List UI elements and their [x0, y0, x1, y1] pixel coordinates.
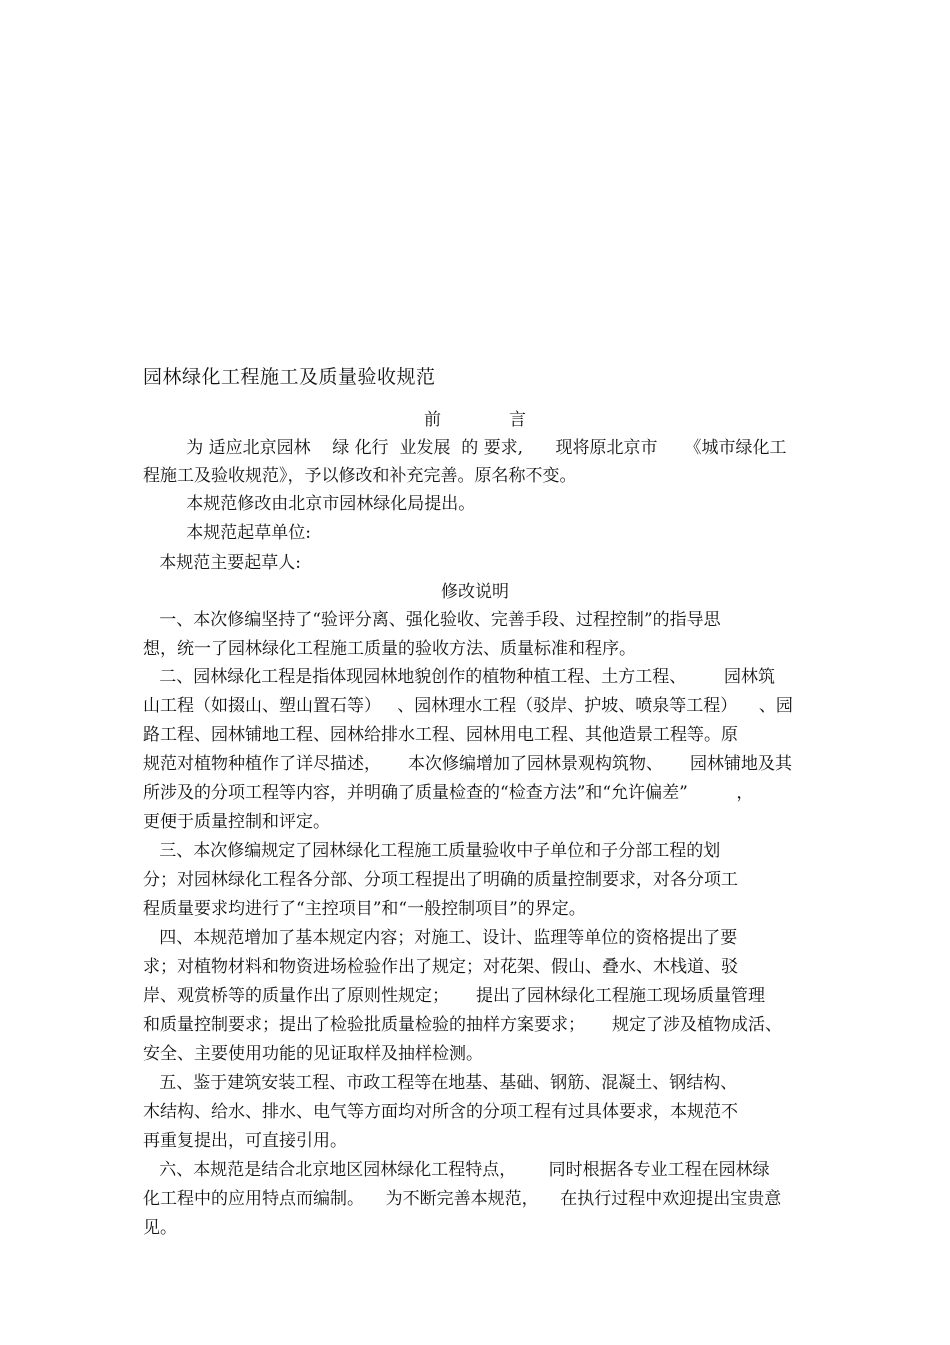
document-title: 园林绿化工程施工及质量验收规范	[143, 366, 436, 388]
revision-line: 木结构、给水、排水、电气等方面均对所含的分项工程有过具体要求，本规范不	[143, 1102, 738, 1122]
revision-line: 一、本次修编坚持了“验评分离、强化验收、完善手段、过程控制”的指导思	[143, 610, 721, 630]
preface-line: 程施工及验收规范》，予以修改和补充完善。原名称不变。	[143, 466, 577, 486]
revision-line: 山工程（如掇山、塑山置石等） 、园林理水工程（驳岸、护坡、喷泉等工程） 、园	[143, 696, 793, 716]
revision-line: 程质量要求均进行了“主控项目”和“一般控制项目”的界定。	[143, 899, 586, 919]
preface-line: 本规范主要起草人:	[143, 553, 301, 573]
revision-line: 想，统一了园林绿化工程施工质量的验收方法、质量标准和程序。	[143, 639, 636, 659]
revision-line: 更便于质量控制和评定。	[143, 812, 330, 832]
preface-heading: 前 言	[424, 410, 526, 430]
revision-line: 再重复提出，可直接引用。	[143, 1131, 347, 1151]
revision-line: 规范对植物种植作了详尽描述， 本次修编增加了园林景观构筑物、 园林铺地及其	[143, 754, 793, 774]
revision-line: 分；对园林绿化工程各分部、分项工程提出了明确的质量控制要求，对各分项工	[143, 870, 738, 890]
revision-line: 求；对植物材料和物资进场检验作出了规定；对花架、假山、叠水、木栈道、驳	[143, 957, 738, 977]
revision-heading: 修改说明	[441, 582, 509, 602]
revision-line: 安全、主要使用功能的见证取样及抽样检测。	[143, 1044, 483, 1064]
revision-line: 二、园林绿化工程是指体现园林地貌创作的植物种植工程、土方工程、 园林筑	[143, 667, 776, 687]
revision-line: 五、鉴于建筑安装工程、市政工程等在地基、基础、钢筋、混凝土、钢结构、	[143, 1073, 738, 1093]
revision-line: 化工程中的应用特点而编制。 为不断完善本规范， 在执行过程中欢迎提出宝贵意	[143, 1189, 782, 1209]
preface-line: 为 适应北京园林 绿 化行 业发展 的 要求, 现将原北京市 《城市绿化工	[143, 438, 787, 458]
revision-line: 四、本规范增加了基本规定内容；对施工、设计、监理等单位的资格提出了要	[143, 928, 738, 948]
preface-line: 本规范修改由北京市园林绿化局提出。	[143, 494, 476, 514]
revision-line: 所涉及的分项工程等内容，并明确了质量检查的“检查方法”和“允许偏差” ，	[143, 783, 754, 803]
revision-line: 三、本次修编规定了园林绿化工程施工质量验收中子单位和子分部工程的划	[143, 841, 721, 861]
revision-line: 六、本规范是结合北京地区园林绿化工程特点， 同时根据各专业工程在园林绿	[143, 1160, 770, 1180]
revision-line: 路工程、园林铺地工程、园林给排水工程、园林用电工程、其他造景工程等。原	[143, 725, 738, 745]
revision-line: 见。	[143, 1218, 177, 1238]
revision-line: 岸、观赏桥等的质量作出了原则性规定； 提出了园林绿化工程施工现场质量管理	[143, 986, 766, 1006]
revision-line: 和质量控制要求；提出了检验批质量检验的抽样方案要求； 规定了涉及植物成活、	[143, 1015, 783, 1035]
preface-line: 本规范起草单位:	[143, 523, 311, 543]
